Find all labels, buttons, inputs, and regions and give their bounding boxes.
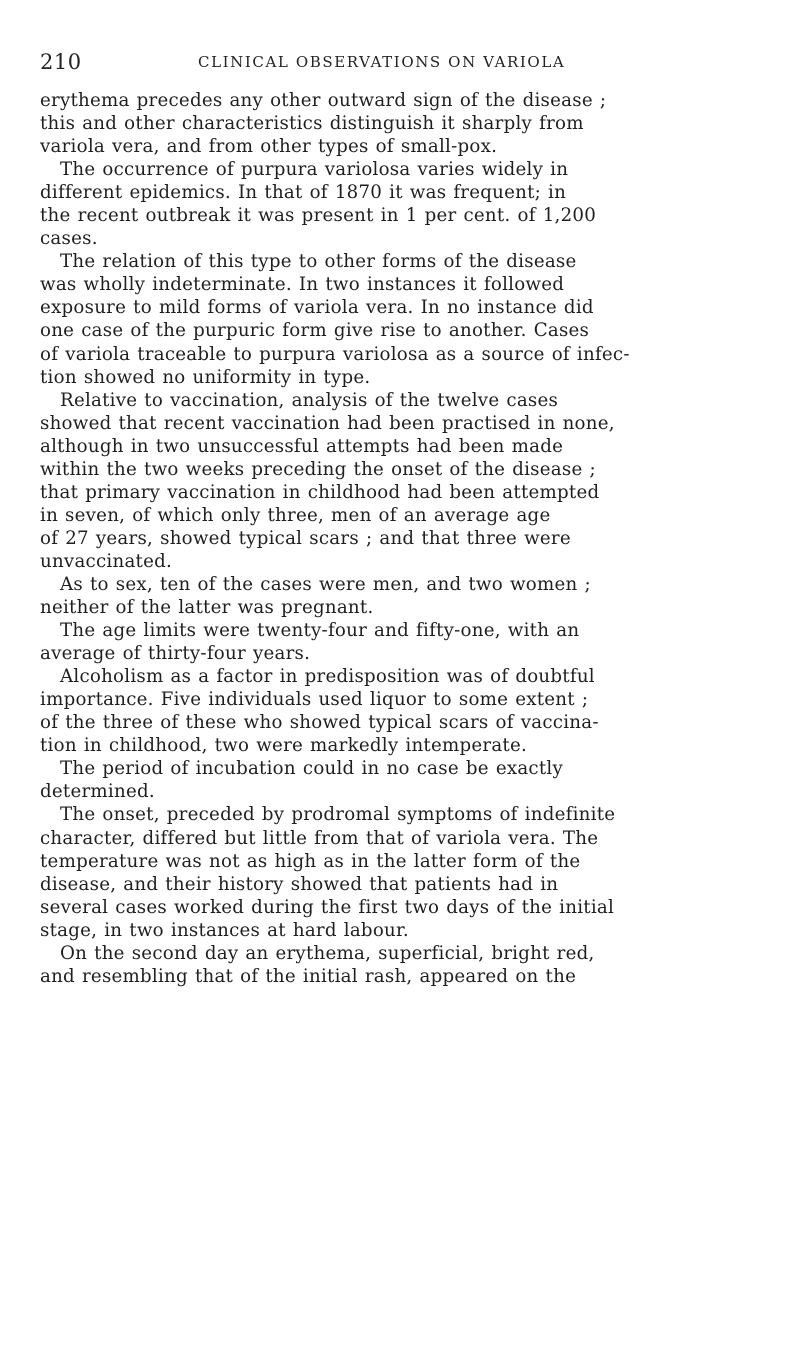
text-line: erythema precedes any other outward sign of the disease ; [40,90,607,111]
paragraph-start-line: The age limits were twenty-four and fifty-one, with an [60,620,580,642]
text-line: cases. [40,228,98,250]
running-title: CLINICAL OBSERVATIONS ON VARIOLA [198,53,566,71]
text-line: and resembling that of the initial rash, appeared on the [40,965,577,987]
paragraph-start-line: The relation of this type to other forms of the disease [60,251,577,273]
text-line: of 27 years, showed typical scars ; and that three were [40,527,571,549]
text-line: of variola traceable to purpura variolosa as a source of infec- [40,343,630,365]
text-line: character, differed but little from that of variola vera. The [40,827,599,849]
text-line: average of thirty-four years. [40,643,311,665]
text-line: of the three of these who showed typical scars of vaccina- [40,712,599,734]
text-line: in seven, of which only three, men of an average age [40,504,551,526]
text-line: within the two weeks preceding the onset of the disease ; [40,458,596,480]
text-line: tion in childhood, two were markedly intemperate. [40,735,528,757]
body-text [40,89,780,988]
text-line: temperature was not as high as in the latter form of the [40,850,581,872]
text-line: that primary vaccination in childhood had been attempted [40,481,600,503]
text-line: one case of the purpuric form give rise to another. Cases [40,320,590,342]
page-number: 210 [40,50,82,74]
paragraph-start-line: Relative to vaccination, analysis of the twelve cases [60,389,559,411]
text-line: different epidemics. In that of 1870 it was frequent; in [40,182,567,204]
paragraph-start-line: Alcoholism as a factor in predisposition was of doubtful [60,666,595,688]
text-line: several cases worked during the first two days of the initial [40,896,615,918]
text-line: determined. [40,781,155,803]
paragraph-start-line: The occurrence of purpura variolosa varies widely in [60,159,569,181]
text-line: unvaccinated. [40,550,173,572]
text-line: variola vera, and from other types of small-pox. [40,136,498,158]
text-line: importance. Five individuals used liquor to some extent ; [40,689,589,711]
paragraph-start-line: The period of incubation could in no case be exactly [60,758,564,780]
text-line: this and other characteristics distinguish it sharply from [40,113,584,135]
paragraph-start-line: As to sex, ten of the cases were men, and two women ; [60,573,591,595]
text-line: exposure to mild forms of variola vera. In no instance did [40,297,594,319]
text-line: neither of the latter was pregnant. [40,597,374,619]
text-line: was wholly indeterminate. In two instances it followed [40,274,565,296]
text-line: the recent outbreak it was present in 1 per cent. of 1,200 [40,205,597,227]
text-line: tion showed no uniformity in type. [40,366,371,388]
text-line: although in two unsuccessful attempts had been made [40,435,564,457]
text-line: showed that recent vaccination had been practised in none, [40,412,615,434]
text-line: disease, and their history showed that patients had in [40,873,559,895]
paragraph-start-line: On the second day an erythema, superficial, bright red, [60,942,595,964]
paragraph-start-line: The onset, preceded by prodromal symptoms of indefinite [60,804,616,826]
text-line: stage, in two instances at hard labour. [40,919,409,941]
